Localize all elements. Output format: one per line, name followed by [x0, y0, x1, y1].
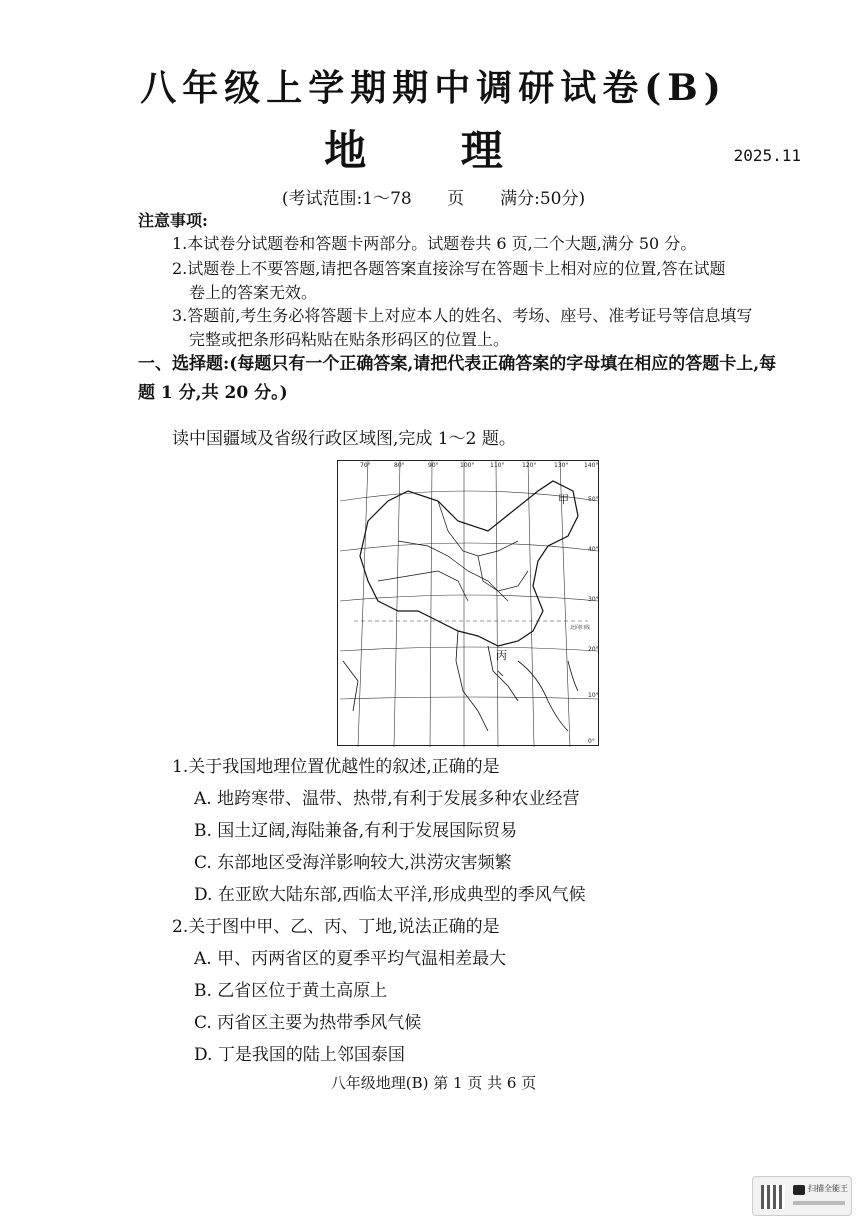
marker-jia: 甲	[558, 493, 569, 506]
lon-label: 130°	[554, 462, 569, 469]
lon-label: 70°	[360, 462, 371, 469]
question-1-option-d: D. 在亚欧大陆东部,西临太平洋,形成典型的季风气候	[194, 885, 586, 905]
notice-item-2-line2: 卷上的答案无效。	[189, 283, 318, 302]
lon-label: 90°	[428, 462, 439, 469]
subject-title: 地 理	[324, 126, 543, 175]
lat-label: 50°	[588, 496, 599, 503]
question-1-option-a: A. 地跨寒带、温带、热带,有利于发展多种农业经营	[194, 789, 580, 809]
lat-label: 10°	[588, 692, 599, 699]
china-map-svg	[338, 461, 600, 747]
section-1-line1: 一、选择题:(每题只有一个正确答案,请把代表正确答案的字母填在相应的答题卡上,每	[138, 354, 777, 374]
question-2-option-d: D. 丁是我国的陆上邻国泰国	[194, 1045, 405, 1065]
question-2-stem: 2.关于图中甲、乙、丙、丁地,说法正确的是	[172, 917, 500, 937]
china-outline	[343, 481, 578, 731]
map-intro: 读中国疆域及省级行政区域图,完成 1～2 题。	[172, 429, 516, 449]
lat-label: 30°	[588, 596, 599, 603]
exam-scope	[0, 184, 867, 209]
lon-label: 100°	[460, 462, 475, 469]
question-2-option-b: B. 乙省区位于黄土高原上	[194, 981, 388, 1001]
badge-subtext-line	[793, 1201, 845, 1205]
exam-title: 八年级上学期期中调研试卷(B)	[140, 67, 727, 109]
lat-label: 40°	[588, 546, 599, 553]
notice-heading: 注意事项:	[138, 211, 208, 230]
question-1-stem: 1.关于我国地理位置优越性的叙述,正确的是	[172, 757, 500, 777]
question-1-option-c: C. 东部地区受海洋影响较大,洪涝灾害频繁	[194, 853, 512, 873]
lon-label: 120°	[522, 462, 537, 469]
qr-code-icon	[761, 1185, 785, 1209]
notice-item-3-line2: 完整或把条形码粘贴在贴条形码区的位置上。	[189, 330, 510, 349]
section-1-line2: 题 1 分,共 20 分。)	[138, 383, 288, 403]
lat-label: 0°	[588, 738, 595, 745]
scanner-logo-icon	[793, 1185, 805, 1195]
lon-label: 80°	[394, 462, 405, 469]
lon-label: 110°	[490, 462, 505, 469]
question-2-option-c: C. 丙省区主要为热带季风气候	[194, 1013, 422, 1033]
lat-label: 20°	[588, 646, 599, 653]
page-footer: 八年级地理(B) 第 1 页 共 6 页	[330, 1074, 537, 1092]
scope-range: (考试范围:1～78 页	[281, 189, 465, 209]
notice-item-2	[172, 257, 802, 305]
china-map	[337, 460, 599, 746]
section-1-heading	[138, 350, 808, 408]
notice-item-2-line1: 2.试题卷上不要答题,请把各题答案直接涂写在答题卡上相对应的位置,答在试题	[172, 259, 726, 278]
tropic-label: 北回归线	[570, 625, 591, 631]
notice-item-3	[172, 304, 802, 352]
scanner-watermark	[752, 1176, 852, 1216]
marker-bing: 丙	[496, 649, 507, 662]
question-2-option-a: A. 甲、丙两省区的夏季平均气温相差最大	[194, 949, 507, 969]
full-score: 满分:50分)	[500, 189, 586, 209]
lon-label: 140°	[584, 462, 599, 469]
exam-date: 2025.11	[733, 146, 801, 165]
scanner-badge-text: 扫描全能王	[808, 1184, 848, 1193]
question-1-option-b: B. 国土辽阔,海陆兼备,有利于发展国际贸易	[194, 821, 518, 841]
notice-item-1: 1.本试卷分试题卷和答题卡两部分。试题卷共 6 页,二个大题,满分 50 分。	[172, 234, 697, 253]
notice-item-3-line1: 3.答题前,考生务必将答题卡上对应本人的姓名、考场、座号、准考证号等信息填写	[172, 306, 753, 325]
